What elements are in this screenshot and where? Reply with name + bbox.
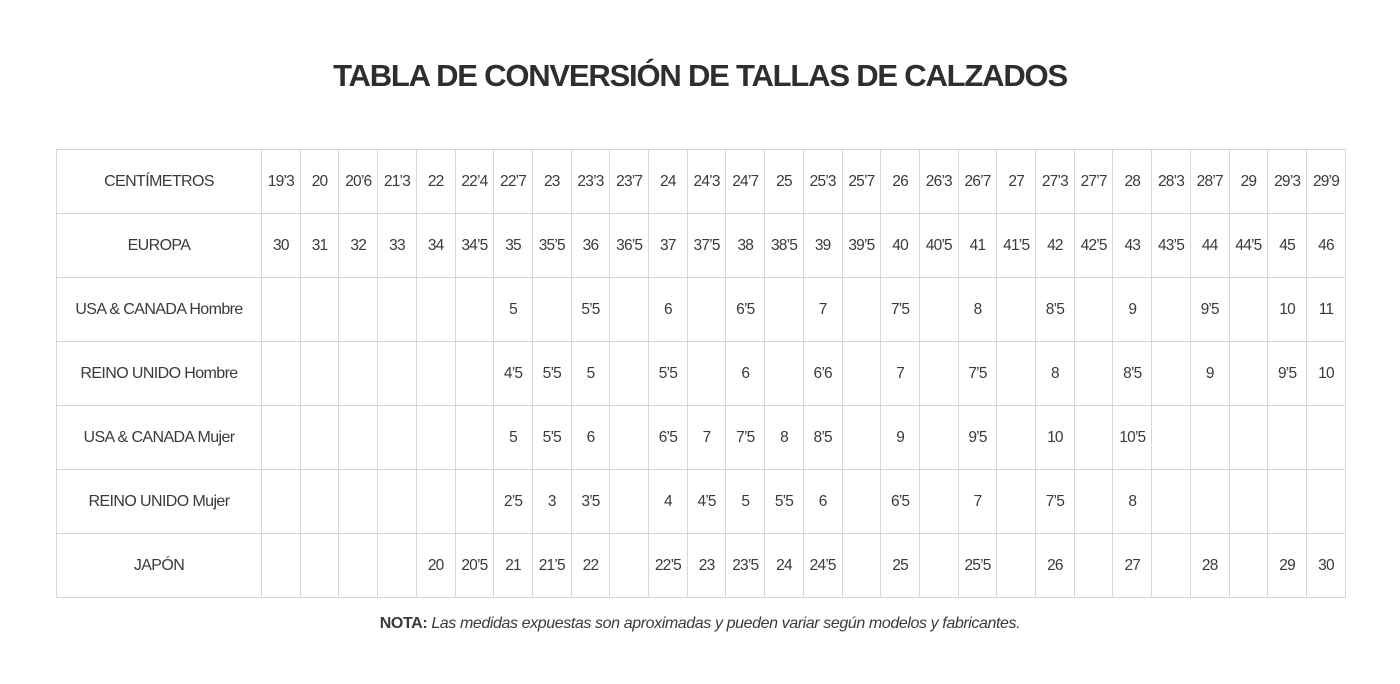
table-row xyxy=(57,534,1346,598)
table-cell xyxy=(919,406,958,470)
table-cell: 5’5 xyxy=(532,406,571,470)
table-cell: 35’5 xyxy=(532,214,571,278)
table-cell: 8 xyxy=(1113,470,1152,534)
table-cell xyxy=(610,342,649,406)
table-cell: 43’5 xyxy=(1152,214,1191,278)
table-cell xyxy=(416,278,455,342)
table-cell xyxy=(300,406,339,470)
table-cell xyxy=(1190,406,1229,470)
table-cell xyxy=(262,278,301,342)
footnote xyxy=(0,615,1400,633)
table-cell xyxy=(455,406,494,470)
table-cell: 30 xyxy=(1306,534,1345,598)
table-cell: 24 xyxy=(649,150,688,214)
table-cell: 24 xyxy=(765,534,804,598)
table-cell: 29 xyxy=(1229,150,1268,214)
table-cell: 7 xyxy=(958,470,997,534)
table-cell xyxy=(262,406,301,470)
table-cell: 26’3 xyxy=(919,150,958,214)
table-cell: 39’5 xyxy=(842,214,881,278)
table-cell xyxy=(610,278,649,342)
table-cell: 20’5 xyxy=(455,534,494,598)
table-cell xyxy=(339,470,378,534)
table-cell: 28 xyxy=(1113,150,1152,214)
table-cell xyxy=(842,534,881,598)
table-cell: 11 xyxy=(1306,278,1345,342)
table-cell: 44’5 xyxy=(1229,214,1268,278)
table-cell: 24’5 xyxy=(803,534,842,598)
table-cell xyxy=(455,342,494,406)
table-cell: 37 xyxy=(649,214,688,278)
table-cell xyxy=(378,406,417,470)
table-cell xyxy=(1268,406,1307,470)
table-cell: 37’5 xyxy=(687,214,726,278)
table-cell xyxy=(1074,406,1113,470)
row-label: EUROPA xyxy=(57,214,262,278)
table-cell xyxy=(919,534,958,598)
table-cell xyxy=(687,342,726,406)
table-cell: 40 xyxy=(881,214,920,278)
table-cell xyxy=(339,342,378,406)
table-cell: 20 xyxy=(416,534,455,598)
table-cell: 5 xyxy=(726,470,765,534)
table-cell xyxy=(765,278,804,342)
note-label: NOTA: xyxy=(379,615,428,632)
table-cell: 9’5 xyxy=(958,406,997,470)
table-cell xyxy=(378,342,417,406)
table-row xyxy=(57,278,1346,342)
table-cell: 44 xyxy=(1190,214,1229,278)
table-cell xyxy=(997,470,1036,534)
table-cell: 34 xyxy=(416,214,455,278)
table-cell xyxy=(1152,342,1191,406)
table-cell: 41’5 xyxy=(997,214,1036,278)
table-cell xyxy=(262,342,301,406)
table-row xyxy=(57,470,1346,534)
table-cell: 36 xyxy=(571,214,610,278)
table-cell: 8 xyxy=(765,406,804,470)
table-cell xyxy=(532,278,571,342)
table-cell: 32 xyxy=(339,214,378,278)
table-cell: 30 xyxy=(262,214,301,278)
table-cell xyxy=(339,406,378,470)
table-cell xyxy=(765,342,804,406)
table-cell xyxy=(997,406,1036,470)
table-row xyxy=(57,150,1346,214)
table-cell xyxy=(300,342,339,406)
table-cell: 33 xyxy=(378,214,417,278)
table-cell: 22’4 xyxy=(455,150,494,214)
table-cell xyxy=(1229,534,1268,598)
table-cell: 26 xyxy=(881,150,920,214)
page-title: TABLA DE CONVERSIÓN DE TALLAS DE CALZADOS xyxy=(333,58,1067,93)
table-cell xyxy=(1074,342,1113,406)
table-cell xyxy=(1306,406,1345,470)
table-row xyxy=(57,214,1346,278)
table-cell: 5 xyxy=(571,342,610,406)
table-cell: 38’5 xyxy=(765,214,804,278)
table-cell: 35 xyxy=(494,214,533,278)
table-cell: 40’5 xyxy=(919,214,958,278)
table-cell: 4’5 xyxy=(687,470,726,534)
table-cell xyxy=(1229,278,1268,342)
table-cell: 6 xyxy=(803,470,842,534)
table-cell: 7 xyxy=(803,278,842,342)
table-cell: 9’5 xyxy=(1268,342,1307,406)
table-cell: 6’5 xyxy=(881,470,920,534)
table-cell: 29’3 xyxy=(1268,150,1307,214)
table-cell: 21’3 xyxy=(378,150,417,214)
table-cell: 24’3 xyxy=(687,150,726,214)
table-cell: 5’5 xyxy=(532,342,571,406)
table-cell: 34’5 xyxy=(455,214,494,278)
table-cell: 7’5 xyxy=(1036,470,1075,534)
row-label: USA & CANADA Hombre xyxy=(57,278,262,342)
row-label: REINO UNIDO Hombre xyxy=(57,342,262,406)
table-cell: 23’3 xyxy=(571,150,610,214)
table-cell: 22’5 xyxy=(649,534,688,598)
table-cell: 9 xyxy=(1190,342,1229,406)
table-cell xyxy=(997,278,1036,342)
table-cell: 8’5 xyxy=(1036,278,1075,342)
table-cell: 10’5 xyxy=(1113,406,1152,470)
table-cell xyxy=(300,470,339,534)
table-cell xyxy=(842,470,881,534)
table-cell: 5 xyxy=(494,278,533,342)
table-cell xyxy=(1152,406,1191,470)
table-cell: 6’5 xyxy=(726,278,765,342)
table-cell: 22’7 xyxy=(494,150,533,214)
table-cell xyxy=(1152,470,1191,534)
table-cell xyxy=(339,534,378,598)
table-cell: 27 xyxy=(1113,534,1152,598)
table-cell: 29 xyxy=(1268,534,1307,598)
table-cell: 25 xyxy=(765,150,804,214)
table-cell: 8’5 xyxy=(803,406,842,470)
table-cell: 7’5 xyxy=(881,278,920,342)
table-cell xyxy=(842,278,881,342)
table-cell: 10 xyxy=(1268,278,1307,342)
table-cell: 5’5 xyxy=(649,342,688,406)
table-cell: 23’7 xyxy=(610,150,649,214)
table-cell xyxy=(1306,470,1345,534)
table-cell xyxy=(1229,470,1268,534)
table-cell: 25’7 xyxy=(842,150,881,214)
table-cell: 42’5 xyxy=(1074,214,1113,278)
table-cell: 42 xyxy=(1036,214,1075,278)
table-cell: 8 xyxy=(1036,342,1075,406)
table-cell: 27 xyxy=(997,150,1036,214)
table-cell xyxy=(1152,278,1191,342)
table-cell: 24’7 xyxy=(726,150,765,214)
table-cell xyxy=(1074,534,1113,598)
table-cell: 25’3 xyxy=(803,150,842,214)
table-cell xyxy=(997,342,1036,406)
table-cell xyxy=(1190,470,1229,534)
size-conversion-table xyxy=(56,149,1346,598)
note-text: Las medidas expuestas son aproximadas y pueden variar según modelos y fabricantes. xyxy=(431,615,1021,632)
table-cell: 6 xyxy=(571,406,610,470)
table-cell: 21’5 xyxy=(532,534,571,598)
table-cell: 20’6 xyxy=(339,150,378,214)
table-cell: 39 xyxy=(803,214,842,278)
table-cell: 2’5 xyxy=(494,470,533,534)
table-cell xyxy=(610,470,649,534)
table-cell: 6’6 xyxy=(803,342,842,406)
table-cell xyxy=(919,470,958,534)
table-cell: 25 xyxy=(881,534,920,598)
row-label: JAPÓN xyxy=(57,534,262,598)
table-cell: 3’5 xyxy=(571,470,610,534)
table-cell: 25’5 xyxy=(958,534,997,598)
table-cell xyxy=(378,470,417,534)
table-cell: 6’5 xyxy=(649,406,688,470)
table-cell xyxy=(416,342,455,406)
table-cell: 9 xyxy=(1113,278,1152,342)
table-cell: 43 xyxy=(1113,214,1152,278)
table-cell xyxy=(919,278,958,342)
table-cell: 29’9 xyxy=(1306,150,1345,214)
table-cell: 46 xyxy=(1306,214,1345,278)
table-row xyxy=(57,342,1346,406)
table-cell: 5’5 xyxy=(765,470,804,534)
table-cell: 10 xyxy=(1036,406,1075,470)
table-cell xyxy=(842,406,881,470)
table-cell xyxy=(262,534,301,598)
table-cell xyxy=(610,534,649,598)
table-cell: 23 xyxy=(687,534,726,598)
table-cell xyxy=(455,470,494,534)
table-cell xyxy=(378,278,417,342)
table-cell xyxy=(416,470,455,534)
table-cell: 22 xyxy=(571,534,610,598)
table-cell xyxy=(1152,534,1191,598)
table-cell: 19’3 xyxy=(262,150,301,214)
table-cell: 26 xyxy=(1036,534,1075,598)
table-cell: 8’5 xyxy=(1113,342,1152,406)
table-cell xyxy=(300,278,339,342)
table-cell: 36’5 xyxy=(610,214,649,278)
table-cell: 5’5 xyxy=(571,278,610,342)
row-label: USA & CANADA Mujer xyxy=(57,406,262,470)
table-cell: 28’3 xyxy=(1152,150,1191,214)
table-cell xyxy=(997,534,1036,598)
table-cell xyxy=(378,534,417,598)
table-cell xyxy=(687,278,726,342)
table-cell: 6 xyxy=(726,342,765,406)
table-cell: 41 xyxy=(958,214,997,278)
table-cell: 22 xyxy=(416,150,455,214)
table-cell: 26’7 xyxy=(958,150,997,214)
table-row xyxy=(57,406,1346,470)
table-cell xyxy=(1074,470,1113,534)
table-cell: 38 xyxy=(726,214,765,278)
table-cell: 10 xyxy=(1306,342,1345,406)
table-cell: 27’7 xyxy=(1074,150,1113,214)
table-cell: 7’5 xyxy=(726,406,765,470)
table-cell: 7 xyxy=(881,342,920,406)
table-cell: 28’7 xyxy=(1190,150,1229,214)
table-cell: 23’5 xyxy=(726,534,765,598)
table-cell xyxy=(842,342,881,406)
table-cell xyxy=(1229,342,1268,406)
table-cell: 6 xyxy=(649,278,688,342)
table-cell: 8 xyxy=(958,278,997,342)
table-cell: 20 xyxy=(300,150,339,214)
table-cell: 7’5 xyxy=(958,342,997,406)
table-cell xyxy=(262,470,301,534)
table-cell: 27’3 xyxy=(1036,150,1075,214)
table-cell: 28 xyxy=(1190,534,1229,598)
table-cell: 31 xyxy=(300,214,339,278)
table-cell: 5 xyxy=(494,406,533,470)
table-cell xyxy=(1229,406,1268,470)
table-cell xyxy=(1074,278,1113,342)
table-cell xyxy=(455,278,494,342)
row-label: REINO UNIDO Mujer xyxy=(57,470,262,534)
table-cell: 3 xyxy=(532,470,571,534)
table-cell: 7 xyxy=(687,406,726,470)
table-cell: 45 xyxy=(1268,214,1307,278)
table-cell: 9 xyxy=(881,406,920,470)
table-cell: 23 xyxy=(532,150,571,214)
row-label: CENTÍMETROS xyxy=(57,150,262,214)
table-cell: 4’5 xyxy=(494,342,533,406)
table-cell xyxy=(300,534,339,598)
table-cell: 9’5 xyxy=(1190,278,1229,342)
table-cell: 4 xyxy=(649,470,688,534)
table-cell xyxy=(919,342,958,406)
table-cell xyxy=(339,278,378,342)
table-cell xyxy=(1268,470,1307,534)
table-cell xyxy=(416,406,455,470)
table-cell xyxy=(610,406,649,470)
table-cell: 21 xyxy=(494,534,533,598)
